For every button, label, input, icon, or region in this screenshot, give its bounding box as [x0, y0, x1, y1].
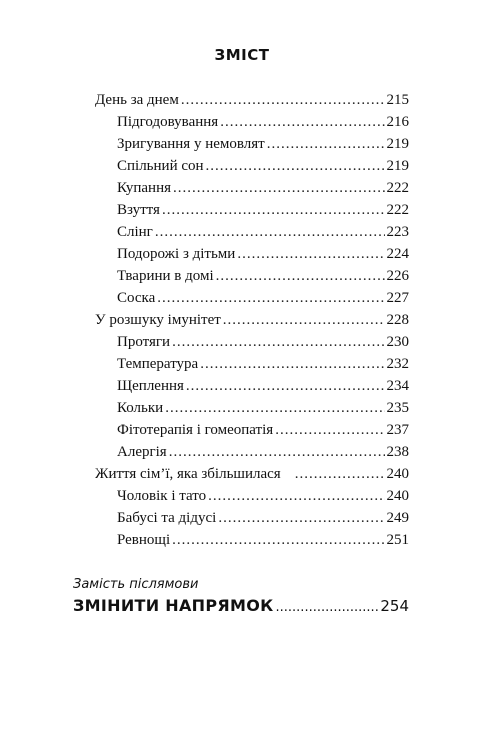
- toc-entry[interactable]: [95, 246, 409, 268]
- toc-entry-label: День за днем: [95, 92, 179, 108]
- toc-entry-label: Купання: [117, 180, 172, 196]
- dot-leader: [172, 334, 384, 351]
- toc-entry-page: 227: [386, 290, 409, 306]
- dot-leader: [157, 290, 384, 307]
- toc-entry-label: Соска: [117, 290, 156, 306]
- toc-entry-label: Чоловік і тато: [117, 488, 207, 504]
- toc-entry[interactable]: [95, 180, 409, 202]
- dot-leader: [186, 378, 385, 395]
- dot-leader: [216, 268, 385, 285]
- dot-leader: [220, 114, 384, 131]
- toc-entry-page: 237: [386, 422, 409, 438]
- toc-entry-page: 219: [386, 158, 409, 174]
- toc-entry-label: Підгодовування: [117, 114, 219, 130]
- toc-entry-label: Фітотерапія і гомеопатія: [117, 422, 274, 438]
- toc-entry-label: У розшуку імунітет: [95, 312, 221, 328]
- toc-entry[interactable]: [95, 268, 409, 290]
- toc-entry-final[interactable]: [73, 596, 409, 620]
- toc-entry-label: Ревнощі: [117, 532, 171, 548]
- dot-leader: [276, 600, 379, 615]
- toc-entry-label: Протяги: [117, 334, 171, 350]
- toc-entry[interactable]: [95, 312, 409, 334]
- toc-entry-page: 254: [380, 597, 409, 615]
- toc-entry[interactable]: [95, 158, 409, 180]
- toc-entry[interactable]: [95, 422, 409, 444]
- toc-entry-page: 240: [386, 488, 409, 504]
- toc-entry[interactable]: [95, 378, 409, 400]
- dot-leader: [237, 246, 384, 263]
- toc-entry-page: 226: [386, 268, 409, 284]
- toc-entry-label: Щеплення: [117, 378, 184, 394]
- toc-entry-page: 222: [386, 202, 409, 218]
- toc-entry-page: 219: [386, 136, 409, 152]
- toc-entry-page: 230: [386, 334, 409, 350]
- dot-leader: [155, 224, 385, 241]
- toc-entry-label: Алергія: [117, 444, 167, 460]
- toc-entry-page: 240: [386, 466, 409, 482]
- toc-entry-label: Спільний сон: [117, 158, 204, 174]
- dot-leader: [181, 92, 385, 109]
- dot-leader: [218, 510, 384, 527]
- toc-entry-label: Тварини в домі: [117, 268, 214, 284]
- toc-entry[interactable]: [95, 92, 409, 114]
- dot-leader: [172, 532, 384, 549]
- toc-entry-label: ЗМІНИТИ НАПРЯМОК: [73, 596, 274, 615]
- toc-entry-page: 251: [386, 532, 409, 548]
- toc-entry-label: Кольки: [117, 400, 164, 416]
- toc-entry-page: 216: [386, 114, 409, 130]
- dot-leader: [295, 466, 385, 483]
- dot-leader: [162, 202, 385, 219]
- toc-entry-page: 232: [386, 356, 409, 372]
- dot-leader: [169, 444, 385, 461]
- toc-entry[interactable]: [95, 488, 409, 510]
- toc-entry[interactable]: [95, 510, 409, 532]
- page-title: ЗМІСТ: [214, 46, 270, 64]
- toc-entry[interactable]: [95, 356, 409, 378]
- toc-entry[interactable]: [95, 224, 409, 246]
- toc-entry-label: Взуття: [117, 202, 160, 218]
- toc-entry-page: 222: [386, 180, 409, 196]
- toc-entry-label: Життя сім’ї, яка збільшилася: [95, 466, 281, 482]
- dot-leader: [223, 312, 385, 329]
- toc-entry-label: Температура: [117, 356, 199, 372]
- dot-leader: [208, 488, 384, 505]
- dot-leader: [206, 158, 385, 175]
- toc-entry-page: 228: [386, 312, 409, 328]
- toc-entry-label: Зригування у немовлят: [117, 136, 265, 152]
- toc-entry[interactable]: [95, 466, 409, 488]
- toc-entry-page: 224: [386, 246, 409, 262]
- dot-leader: [200, 356, 384, 373]
- toc-entry-page: 235: [386, 400, 409, 416]
- toc-entry[interactable]: [95, 290, 409, 312]
- dot-leader: [165, 400, 384, 417]
- toc-entry-page: 234: [386, 378, 409, 394]
- dot-leader: [173, 180, 384, 197]
- afterword-note: Замість післямови: [73, 577, 199, 592]
- toc-entry[interactable]: [95, 136, 409, 158]
- toc-entry[interactable]: [95, 202, 409, 224]
- toc-entry[interactable]: [95, 532, 409, 554]
- toc-entry-label: Слінг: [117, 224, 153, 240]
- toc-entry[interactable]: [95, 334, 409, 356]
- toc-entry[interactable]: [95, 444, 409, 466]
- toc-entry-page: 215: [386, 92, 409, 108]
- dot-leader: [267, 136, 385, 153]
- toc-entry[interactable]: [95, 400, 409, 422]
- toc-entry[interactable]: [95, 114, 409, 136]
- toc-entry-page: 238: [386, 444, 409, 460]
- table-of-contents: [95, 92, 409, 554]
- toc-entry-page: 249: [386, 510, 409, 526]
- dot-leader: [275, 422, 384, 439]
- toc-entry-label: Подорожі з дітьми: [117, 246, 236, 262]
- toc-entry-page: 223: [386, 224, 409, 240]
- toc-entry-label: Бабусі та дідусі: [117, 510, 217, 526]
